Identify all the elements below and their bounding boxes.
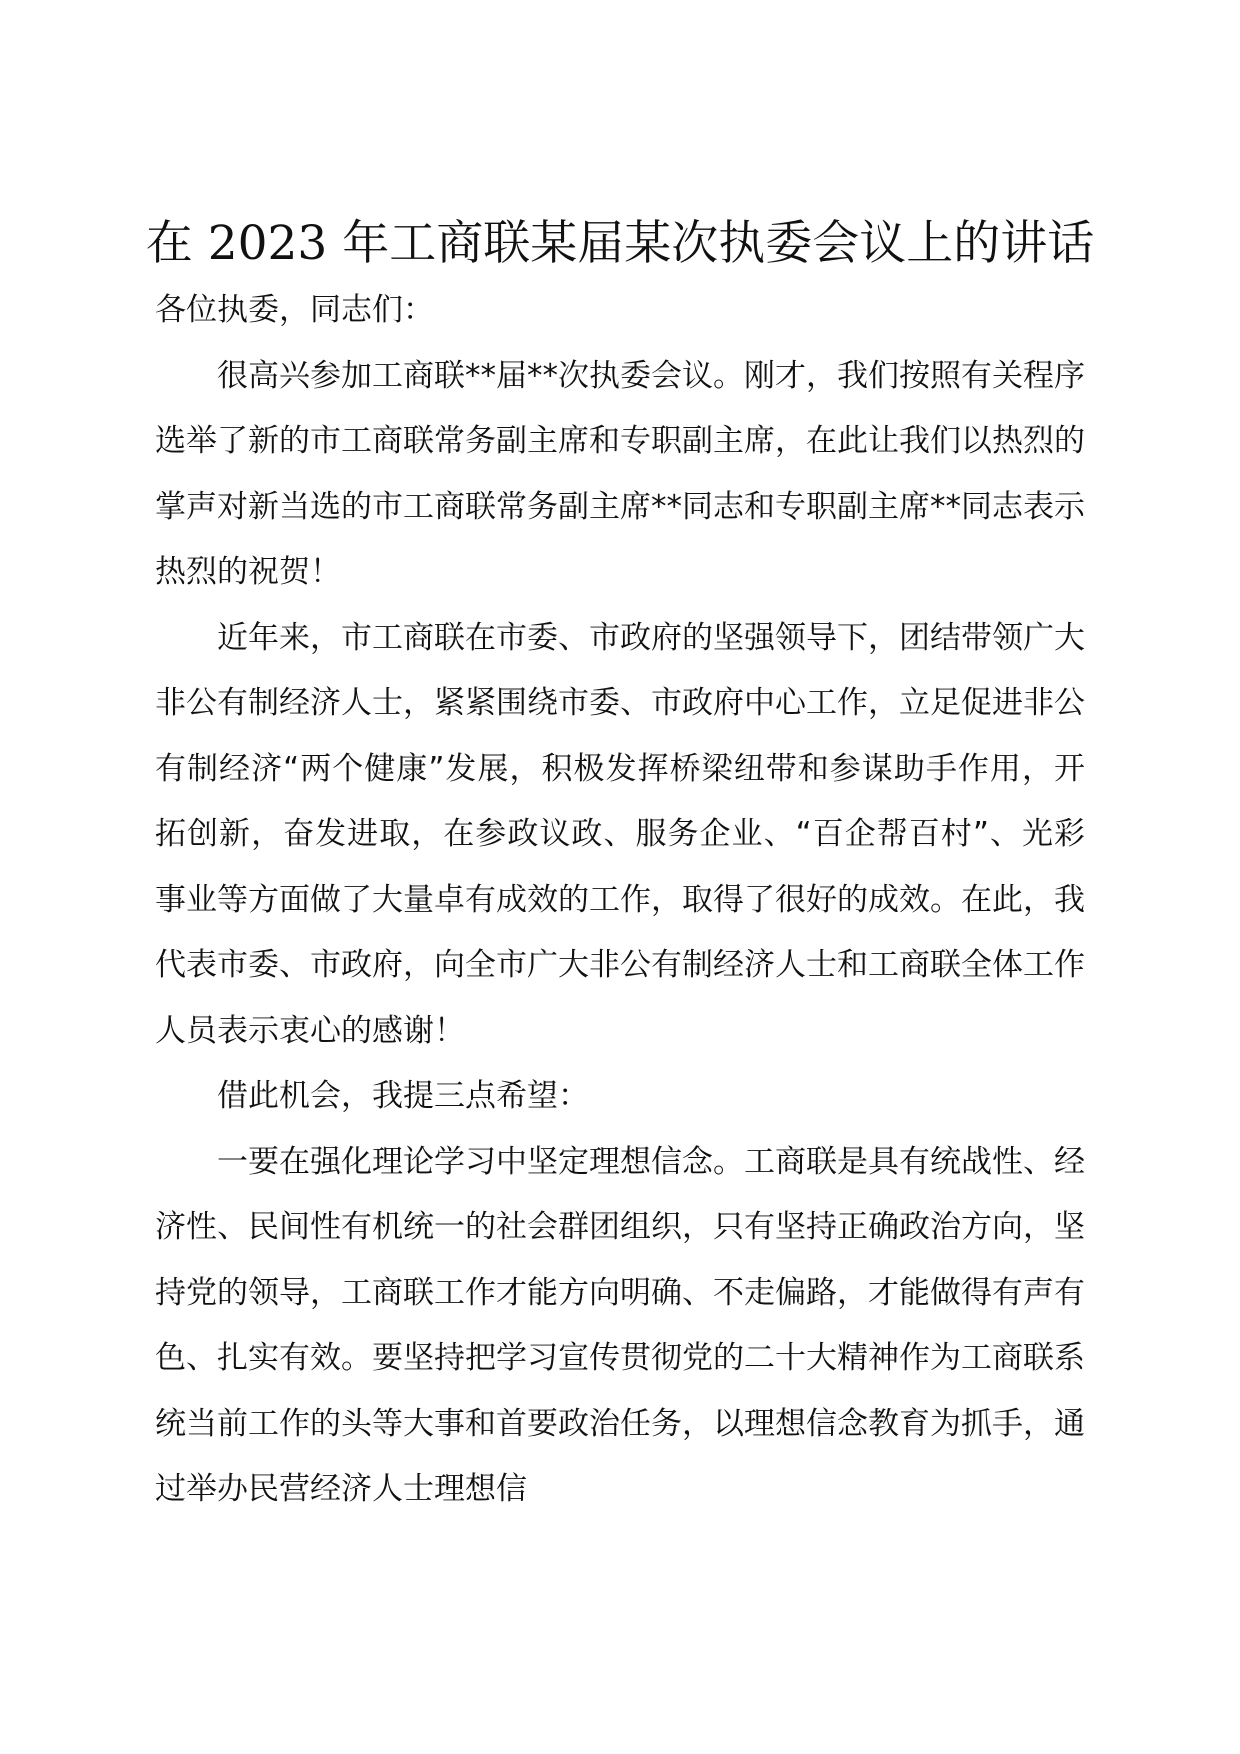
- paragraph-achievements: 近年来，市工商联在市委、市政府的坚强领导下，团结带领广大非公有制经济人士，紧紧围绕市委、市政府中心工作，立足促进非公有制经济“两个健康”发展，积极发挥桥梁纽带和参谋助手作用，开拓创新，奋发进取，在参政议政、服务企业、“百企帮百村”、光彩事业等方面做了大量卓有成效的工作，取得了很好的成效。在此，我代表市委、市政府，向全市广大非公有制经济人士和工商联全体工作人员表示衷心的感谢！: [155, 619, 1085, 1049]
- paragraph-congratulation: 很高兴参加工商联**届**次执委会议。刚才，我们按照有关程序选举了新的市工商联常务副主席和专职副主席，在此让我们以热烈的掌声对新当选的市工商联常务副主席**同志和专职副主席**同志表示热烈的祝贺！: [155, 357, 1085, 590]
- greeting-line: 各位执委，同志们：: [155, 292, 434, 328]
- document-title: 在 2023 年工商联某届某次执委会议上的讲话: [145, 216, 1095, 271]
- document-body: [155, 278, 1085, 1523]
- paragraph-first-hope: 一要在强化理论学习中坚定理想信念。工商联是具有统战性、经济性、民间性有机统一的社会群团组织，只有坚持正确政治方向，坚持党的领导，工商联工作才能方向明确、不走偏路，才能做得有声有色、扎实有效。要坚持把学习宣传贯彻党的二十大精神作为工商联系统当前工作的头等大事和首要政治任务，以理想信念教育为抓手，通过举办民营经济人士理想信: [155, 1143, 1085, 1507]
- paragraph-hopes-intro: 借此机会，我提三点希望：: [217, 1078, 589, 1114]
